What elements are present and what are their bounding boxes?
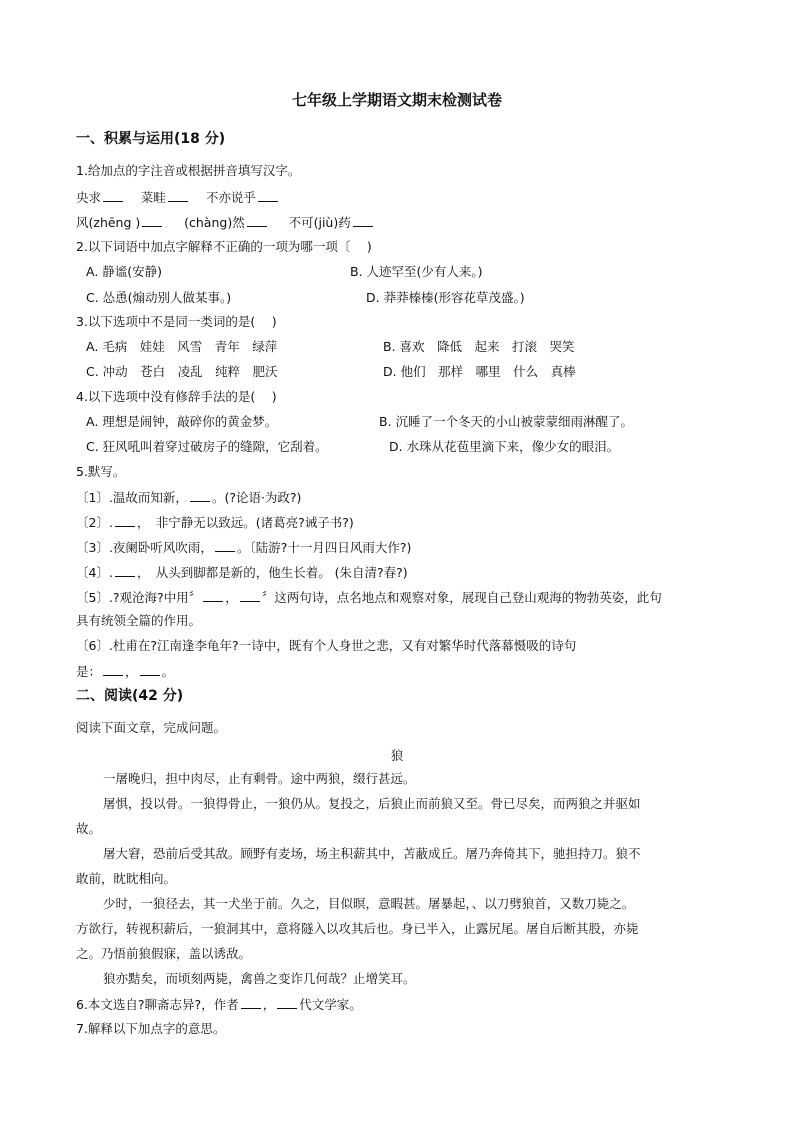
passage-p4-cont2: 之。乃悟前狼假寐，盖以诱敌。 [76,946,252,961]
q2-option-b[interactable]: B. 人迹罕至(少有人来。) [350,264,483,279]
q2-option-a[interactable]: A. 静谧(安静) [86,264,163,279]
q5-item2-text: 〔2〕. [76,515,113,530]
q1-row2 [76,214,375,231]
passage-p3: 屠大窘，恐前后受其敌。顾野有麦场，场主积薪其中，苫蔽成丘。屠乃奔倚其下，驰担持刀。狼不 [103,846,641,861]
reading-intro: 阅读下面文章，完成问题。 [76,720,227,735]
q6-text: 6.本文选自?聊斋志异?，作者 [76,997,239,1012]
passage-p4-cont1: 方欲行，转视积薪后，一狼洞其中，意将隧入以攻其后也。身已半入，止露尻尾。屠自后断其股，亦毙 [76,921,639,936]
q5-item5 [76,589,662,606]
answer-blank[interactable] [353,214,373,227]
q1-word2: 菜畦 [140,190,166,205]
passage-p5: 狼亦黠矣，而顷刻两毙，禽兽之变诈几何哉？止增笑耳。 [103,971,416,986]
answer-blank[interactable] [247,214,267,227]
q1-word5: (chàng)然 [184,215,245,230]
q5-item6-cont [76,663,174,680]
q5-item5-cont: 具有统领全篇的作用。 [76,613,202,628]
q4-stem: 4.以下选项中没有修辞手法的是( ) [76,389,277,404]
passage-p2: 屠惧，投以骨。一狼得骨止，一狼仍从。复投之，后狼止而前狼又至。骨已尽矣，而两狼之并驱如 [103,796,641,811]
answer-blank[interactable] [103,189,123,202]
q3-stem: 3.以下选项中不是同一类词的是( ) [76,314,277,329]
q7: 7.解释以下加点字的意思。 [76,1021,226,1036]
q5-item5-sep: ， [225,590,238,605]
q5-item3-text: 〔3〕.夜阑卧听风吹雨， [76,540,213,555]
q5-item2-source: ， 非宁静无以致远。(诸葛亮?诫子书?) [136,515,354,530]
q3-option-c[interactable]: C. 冲动 苍白 凌乱 纯粹 肥沃 [86,364,278,379]
q2-stem: 2.以下词语中加点字解释不正确的一项为哪一项〔 ) [76,239,372,254]
q5-item5-text: 〔5〕.?观沧海?中用〞 [76,590,202,605]
section-2-heading: 二、阅读(42 分) [76,688,184,704]
q1-word1: 央求 [76,190,102,205]
passage-title: 狼 [390,748,404,763]
q5-item4 [76,564,408,581]
q6-sep: ， [262,997,276,1012]
page-title: 七年级上学期语文期末检测试卷 [291,91,502,109]
q6 [76,996,362,1013]
q4-option-c[interactable]: C. 狂风吼叫着穿过破房子的缝隙，它刮着。 [86,439,328,454]
answer-blank[interactable] [140,663,160,676]
q5-item4-text: 〔4〕. [76,565,113,580]
q5-item3-source: 。〔陆游?十一月四日风雨大作?) [236,540,412,555]
answer-blank[interactable] [168,189,188,202]
q3-option-a[interactable]: A. 毛病 娃娃 风雪 青年 绿萍 [86,339,278,354]
q5-stem: 5.默写。 [76,464,126,479]
answer-blank[interactable] [142,214,162,227]
q5-item3 [76,539,411,556]
q5-item6-label: 是： [76,664,102,679]
q5-item6-end: 。 [161,664,175,679]
passage-p2-cont: 故。 [76,821,102,836]
q3-option-b[interactable]: B. 喜欢 降低 起来 打滚 哭笑 [383,339,575,354]
answer-blank[interactable] [115,564,135,577]
q1-stem: 1.给加点的字注音或根据拼音填写汉字。 [76,163,301,178]
q5-item1 [76,489,301,506]
answer-blank[interactable] [115,514,135,527]
passage-p4: 少时，一狼径去，其一犬坐于前。久之，目似暝，意暇甚。屠暴起，、以刀劈狼首，又数刀毙之。 [103,896,635,911]
answer-blank[interactable] [241,996,261,1009]
q5-item2 [76,514,354,531]
q1-word6: 不可(jiù)药 [288,215,351,230]
answer-blank[interactable] [103,663,123,676]
q3-option-d[interactable]: D. 他们 那样 哪里 什么 真棒 [383,364,576,379]
q6-end: 代文学家。 [299,997,362,1012]
answer-blank[interactable] [240,589,260,602]
q4-option-a[interactable]: A. 理想是闹钟，敲碎你的黄金梦。 [86,414,278,429]
q2-option-c[interactable]: C. 怂恿(煽动别人做某事。) [86,290,232,305]
answer-blank[interactable] [215,539,235,552]
q1-row1 [76,189,280,206]
q1-word3: 不亦说乎 [205,190,256,205]
q5-item1-text: 〔1〕.温故而知新， [76,490,188,505]
q5-item4-source: ， 从头到脚都是新的，他生长着。 (朱自清?春?) [136,565,408,580]
section-1-heading: 一、积累与运用(18 分) [76,131,226,147]
q5-item1-source: 。(?论语·为政?) [211,490,302,505]
answer-blank[interactable] [190,489,210,502]
answer-blank[interactable] [277,996,297,1009]
q4-option-d[interactable]: D. 水珠从花苞里滴下来，像少女的眼泪。 [389,439,620,454]
q5-item6-sep: ， [125,664,138,679]
q4-option-b[interactable]: B. 沉睡了一个冬天的小山被蒙蒙细雨淋醒了。 [379,414,634,429]
q5-item6: 〔6〕.杜甫在?江南逢李龟年?一诗中，既有个人身世之悲，又有对繁华时代落幕慑吸的诗句 [76,638,577,653]
passage-p3-cont: 敢前，眈眈相向。 [76,871,177,886]
q2-option-d[interactable]: D. 莽莽榛榛(形容花草茂盛。) [366,290,525,305]
q5-item5-rest: 〞这两句诗，点名地点和观察对象，展现自己登山观海的物勃英姿，此句 [261,590,662,605]
passage-p1: 一屠晚归，担中肉尽，止有剩骨。途中两狼，缀行甚远。 [103,771,416,786]
answer-blank[interactable] [203,589,223,602]
q1-word4: 风(zhēng ) [76,215,141,230]
answer-blank[interactable] [258,189,278,202]
